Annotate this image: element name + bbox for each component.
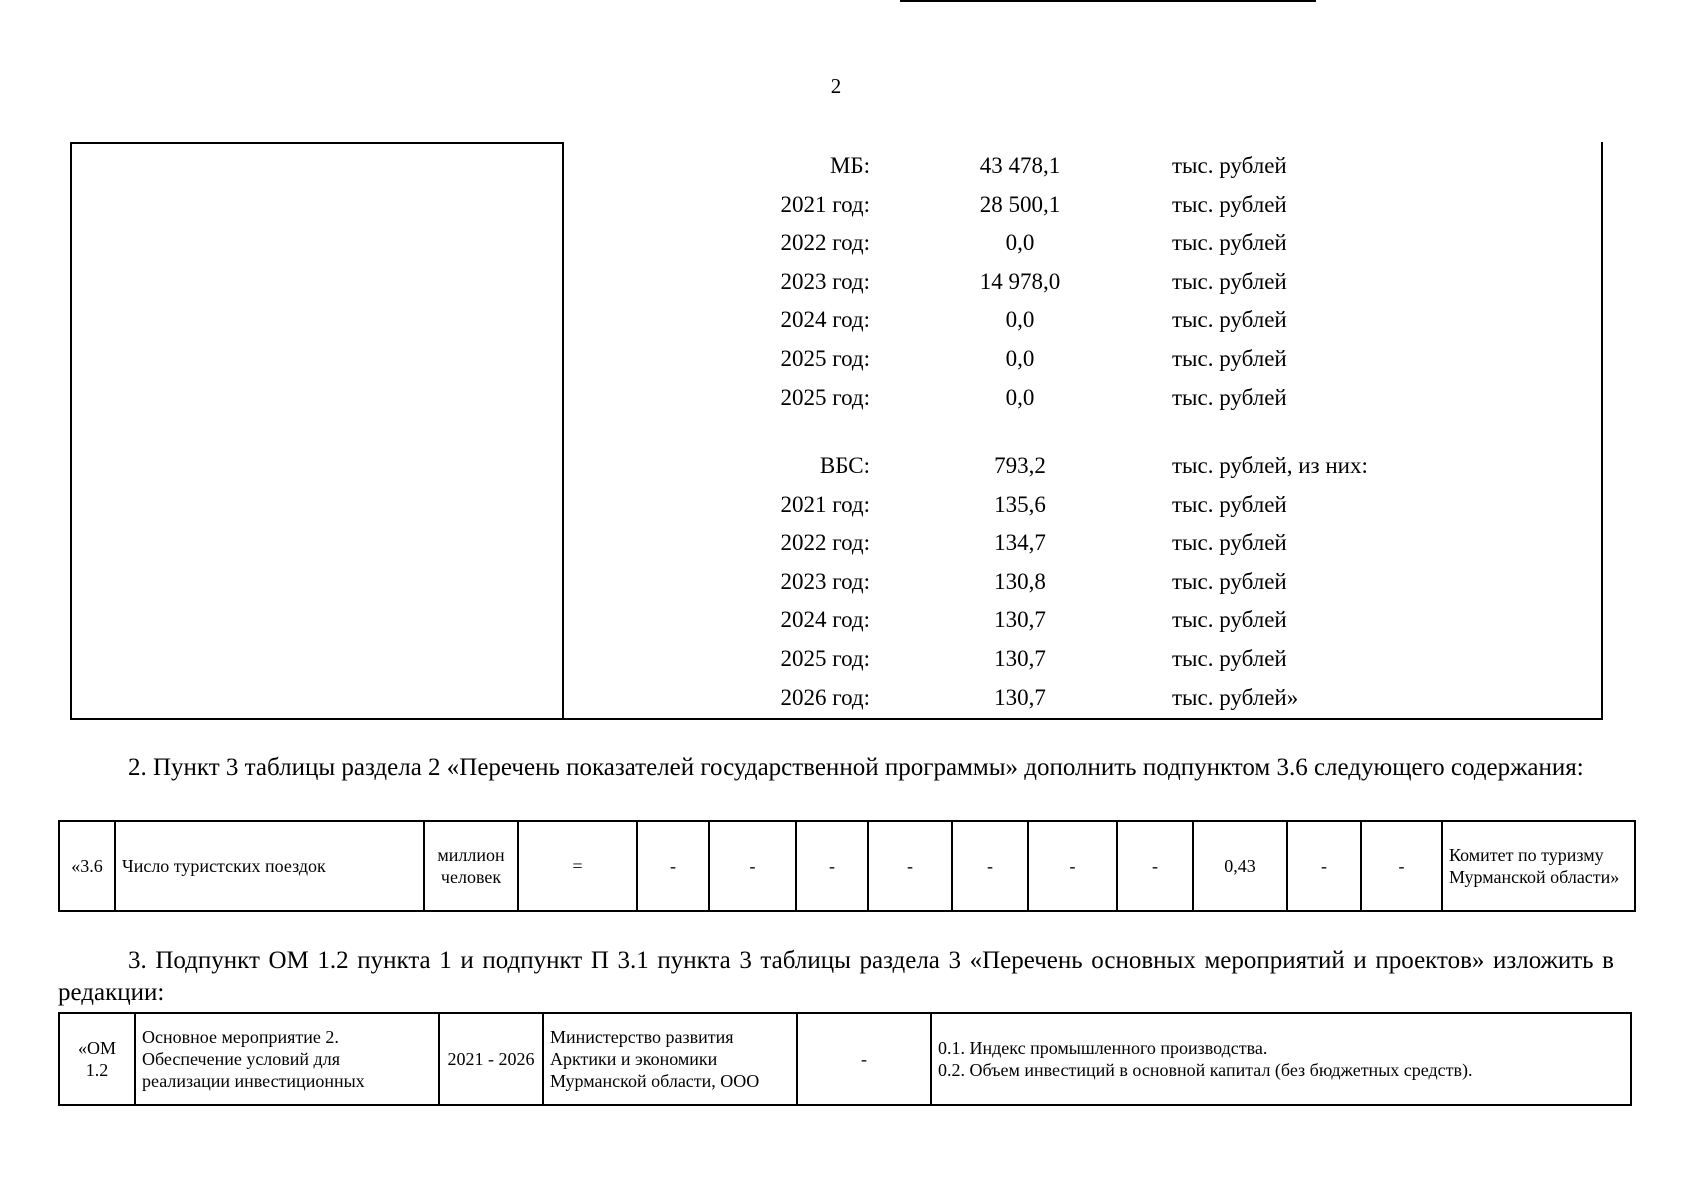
- indicator-value: -: [637, 821, 709, 911]
- financing-year-row: [0, 602, 1702, 638]
- page-number: 2: [830, 74, 842, 98]
- financing-amount: 130,7: [994, 684, 1046, 710]
- financing-label: МБ:: [829, 153, 870, 178]
- financing-year-row: [0, 380, 1702, 416]
- paragraph-3: [58, 945, 1614, 1009]
- financing-label: 2023 год:: [780, 568, 870, 594]
- financing-label: 2022 год:: [780, 530, 870, 556]
- financing-amount: 130,7: [994, 607, 1046, 633]
- financing-label: 2024 год:: [780, 307, 870, 333]
- financing-label: ВБС:: [819, 453, 870, 478]
- financing-year-row: [0, 264, 1702, 300]
- financing-amount: 0,0: [1005, 230, 1035, 256]
- financing-year-row: [0, 225, 1702, 261]
- financing-amount: 135,6: [994, 491, 1046, 517]
- measure-indicators: [931, 1013, 1631, 1105]
- financing-year-row: [0, 487, 1702, 523]
- financing-label: 2023 год:: [780, 268, 870, 294]
- indicator-value: -: [1117, 821, 1193, 911]
- financing-unit: тыс. рублей: [1172, 191, 1287, 217]
- indicator-line: 0.1. Индекс промышленного производства.: [938, 1038, 1268, 1058]
- financing-amount: 130,7: [994, 646, 1046, 671]
- financing-label: 2025 год:: [780, 646, 870, 671]
- measure-dash: -: [797, 1013, 931, 1105]
- financing-amount: 134,7: [994, 530, 1046, 556]
- measure-name: Основное мероприятие 2. Обеспечение условий для реализации инвестиционных: [135, 1013, 439, 1105]
- financing-unit: тыс. рублей: [1172, 268, 1287, 294]
- indicator-value: -: [1287, 821, 1361, 911]
- financing-amount: 0,0: [1005, 384, 1035, 410]
- financing-unit: тыс. рублей: [1172, 530, 1287, 556]
- financing-label: 2024 год:: [780, 607, 870, 633]
- indicator-line: 0.2. Объем инвестиций в основной капитал (без бюджетных средств).: [938, 1060, 1473, 1080]
- financing-label: 2025 год:: [780, 384, 870, 410]
- table-row: [59, 1013, 1631, 1105]
- indicator-table: [58, 820, 1636, 912]
- financing-bottom-border: [562, 718, 1603, 720]
- financing-unit: тыс. рублей: [1172, 646, 1287, 671]
- indicator-value: 0,43: [1193, 821, 1287, 911]
- indicator-value: -: [709, 821, 796, 911]
- measure-executor: Министерство развития Арктики и экономики Мурманской области, ООО: [543, 1013, 797, 1105]
- financing-unit: тыс. рублей: [1172, 491, 1287, 517]
- financing-unit: тыс. рублей: [1172, 307, 1287, 333]
- financing-amount: 43 478,1: [979, 153, 1061, 178]
- paragraph-2: [58, 752, 1614, 784]
- financing-year-row: [0, 680, 1702, 716]
- measures-table: [58, 1012, 1632, 1106]
- table-row: [59, 821, 1635, 911]
- responsible-body: Комитет по туризму Мурманской области»: [1442, 821, 1635, 911]
- financing-unit: тыс. рублей»: [1172, 684, 1299, 710]
- financing-unit: тыс. рублей: [1172, 384, 1287, 410]
- financing-amount: 0,0: [1005, 346, 1035, 371]
- measure-period: 2021 - 2026: [439, 1013, 543, 1105]
- paragraph-2-text: 2. Пункт 3 таблицы раздела 2 «Перечень показателей государственной программы» дополнить подпунктом 3.6 следующего содержания:: [128, 754, 1584, 781]
- row-number: «3.6: [59, 821, 115, 911]
- financing-year-row: [0, 641, 1702, 677]
- indicator-value: -: [1028, 821, 1117, 911]
- financing-year-row: [0, 187, 1702, 223]
- financing-label: 2022 год:: [780, 230, 870, 256]
- indicator-value: -: [1361, 821, 1442, 911]
- financing-year-row: [0, 525, 1702, 561]
- financing-unit: тыс. рублей: [1172, 346, 1287, 371]
- indicator-unit: миллион человек: [424, 821, 518, 911]
- indicator-value: -: [796, 821, 868, 911]
- financing-year-row: [0, 302, 1702, 338]
- financing-year-row: [0, 564, 1702, 600]
- financing-label: 2026 год:: [780, 684, 870, 710]
- financing-unit: тыс. рублей: [1172, 230, 1287, 256]
- financing-amount: 0,0: [1005, 307, 1035, 333]
- financing-label: 2021 год:: [780, 491, 870, 517]
- financing-amount: 28 500,1: [979, 191, 1061, 217]
- indicator-value: -: [952, 821, 1028, 911]
- financing-unit: тыс. рублей, из них:: [1172, 453, 1368, 478]
- measure-number: «ОМ 1.2: [59, 1013, 135, 1105]
- indicator-value: -: [868, 821, 952, 911]
- paragraph-3-text: 3. Подпункт ОМ 1.2 пункта 1 и подпункт П 3.1 пункта 3 таблицы раздела 3 «Перечень основных мероприятий и проектов» изложить в редакции:: [58, 947, 1614, 1006]
- financing-year-row: [0, 341, 1702, 377]
- financing-amount: 14 978,0: [979, 268, 1061, 294]
- financing-label: 2025 год:: [780, 346, 870, 371]
- financing-total-row: [0, 448, 1702, 484]
- financing-total-row: [0, 148, 1702, 184]
- indicator-name: Число туристских поездок: [115, 821, 424, 911]
- financing-amount: 793,2: [994, 453, 1046, 478]
- top-edge-rule: [900, 0, 1316, 2]
- financing-amount: 130,8: [994, 568, 1046, 594]
- financing-unit: тыс. рублей: [1172, 607, 1287, 633]
- financing-label: 2021 год:: [780, 191, 870, 217]
- financing-unit: тыс. рублей: [1172, 153, 1287, 178]
- financing-unit: тыс. рублей: [1172, 568, 1287, 594]
- indicator-trend: =: [518, 821, 637, 911]
